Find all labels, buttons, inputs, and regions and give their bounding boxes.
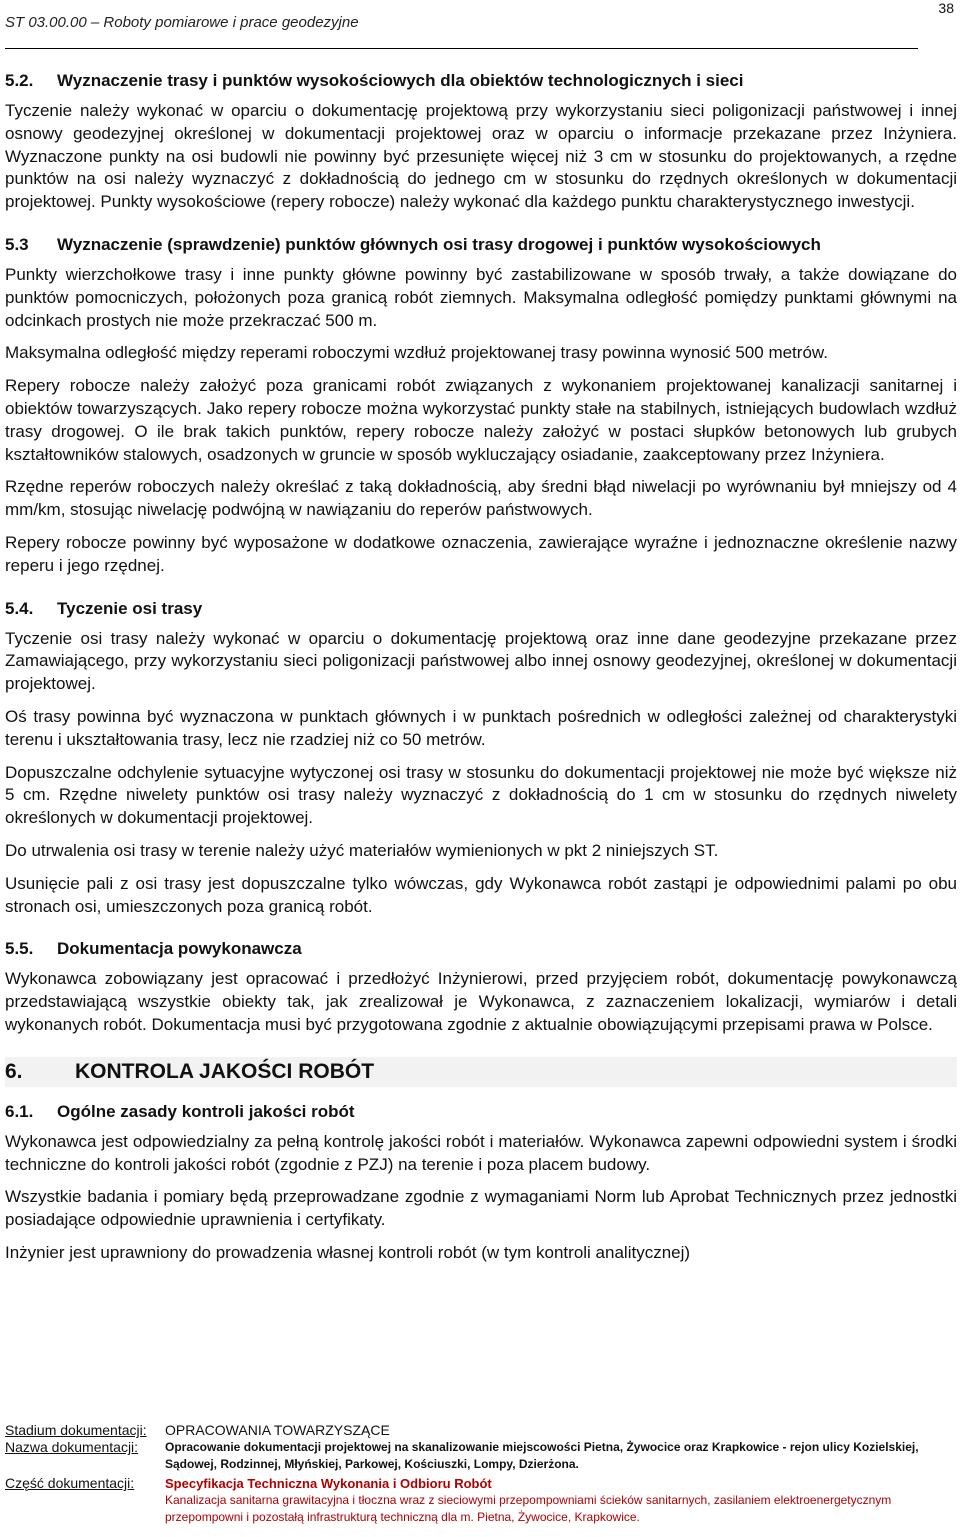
paragraph: Tyczenie osi trasy należy wykonać w oparciu o dokumentację projektową oraz inne dane geodezyjne przekazane przez Zamawiającego, przy wykorzystaniu sieci poligonizacji państwowej albo innej osnowy geodezyjnej, określonej w dokumentacji projektowej.: [5, 628, 957, 694]
section-heading-5-5: [5, 936, 957, 962]
nazwa-value: Opracowanie dokumentacji projektowej na skanalizowanie miejscowości Pietna, Żywocice oraz Krapkowice - rejon ulicy Kozielskiej, Sądowej, Rodzinnej, Młyńskiej, Parkowej, Kościuszki, Lompy, Dzierżona.: [165, 1440, 919, 1471]
paragraph: Maksymalna odległość między reperami roboczymi wzdłuż projektowanej trasy powinna wynosić 500 metrów.: [5, 343, 828, 363]
section-number: 6.1.: [5, 1101, 34, 1121]
section-heading-5-4: [5, 596, 957, 622]
section-title: Dokumentacja powykonawcza: [57, 939, 302, 959]
chapter-heading-6: [5, 1057, 957, 1087]
czesc-label: Część dokumentacji:: [5, 1475, 135, 1491]
section-heading-5-3: [5, 232, 957, 258]
section-number: 5.5.: [5, 939, 34, 959]
paragraph: Dopuszczalne odchylenie sytuacyjne wytyczonej osi trasy w stosunku do dokumentacji projektowej nie może być większe niż 5 cm. Rzędne niwelety punktów osi trasy należy wyznaczyć z dokładnością do 1 cm w stosunku do rzędnych niwelety określonych w dokumentacji projektowej.: [5, 762, 957, 828]
paragraph: Do utrwalenia osi trasy w terenie należy użyć materiałów wymienionych w pkt 2 niniejszych ST.: [5, 840, 719, 860]
header-rule: [5, 48, 918, 49]
section-title: Wyznaczenie (sprawdzenie) punktów głównych osi trasy drogowej i punktów wysokościowych: [57, 234, 821, 254]
section-number: 5.3: [5, 234, 29, 254]
paragraph: Repery robocze należy założyć poza granicami robót związanych z wykonaniem projektowanej kanalizacji sanitarnej i obiektów towarzyszących. Jako repery robocze można wykorzystać punkty stałe na stabilnych, istniejących budowlach wzdłuż trasy drogowej. O ile brak takich punktów, repery robocze należy założyć w postaci słupków betonowych lub grubych kształtowników stalowych, osadzonych w gruncie w sposób wykluczający osiadanie, zaakceptowany przez Inżyniera.: [5, 376, 957, 464]
paragraph: Punkty wierzchołkowe trasy i inne punkty główne powinny być zastabilizowane w sposób trwały, a także dowiązane do punktów pomocniczych, położonych poza granicą robót ziemnych. Maksymalna odległość pomiędzy punktami głównymi na odcinkach prostych nie może przekraczać 500 m.: [5, 264, 957, 330]
section-number: 5.4.: [5, 598, 34, 618]
section-heading-5-2: [5, 68, 957, 94]
czesc-description: Kanalizacja sanitarna grawitacyjna i tłoczna wraz z sieciowymi przepompowniami ścieków sanitarnych, zasilaniem elektroenergetycznym przepompowni i pozostałą infrastrukturą techniczną dla m. Pietna, Żywocice, Krapkowice.: [165, 1493, 892, 1524]
section-title: Wyznaczenie trasy i punktów wysokościowych dla obiektów technologicznych i sieci: [57, 71, 744, 90]
paragraph: Wszystkie badania i pomiary będą przeprowadzane zgodnie z wymaganiami Norm lub Aprobat Technicznych przez jednostki posiadające odpowiednie uprawnienia i certyfikaty.: [5, 1187, 957, 1230]
czesc-title: Specyfikacja Techniczna Wykonania i Odbioru Robót: [165, 1476, 492, 1491]
paragraph: Repery robocze powinny być wyposażone w dodatkowe oznaczenia, zawierające wyraźne i jednoznaczne określenie nazwy reperu i jego rzędnej.: [5, 532, 957, 575]
paragraph: Rzędne reperów roboczych należy określać z taką dokładnością, aby średni błąd niwelacji po wyrównaniu był mniejszy od 4 mm/km, stosując niwelację podwójną w nawiązaniu do reperów państwowych.: [5, 477, 957, 520]
paragraph: Usunięcie pali z osi trasy jest dopuszczalne tylko wówczas, gdy Wykonawca robót zastąpi je odpowiednimi palami po obu stronach osi, umieszczonych poza granicą robót.: [5, 873, 957, 916]
header-title: ST 03.00.00 – Roboty pomiarowe i prace geodezyjne: [5, 14, 359, 31]
paragraph: Wykonawca zobowiązany jest opracować i przedłożyć Inżynierowi, przed przyjęciem robót, dokumentację powykonawczą przedstawiającą wszystkie obiekty tak, jak zrealizował je Wykonawca, z zaznaczeniem lokalizacji, wymiarów i detali wykonanych robót. Dokumentacja musi być przygotowana zgodnie z aktualnie obowiązującymi przepisami prawa w Polsce.: [5, 969, 957, 1034]
page-number: 38: [938, 0, 954, 16]
stadium-value: OPRACOWANIA TOWARZYSZĄCE: [165, 1422, 390, 1438]
section-title: Tyczenie osi trasy: [57, 598, 203, 618]
nazwa-label: Nazwa dokumentacji:: [5, 1439, 139, 1455]
chapter-title: KONTROLA JAKOŚCI ROBÓT: [75, 1059, 375, 1083]
chapter-number: 6.: [5, 1059, 23, 1083]
paragraph: Wykonawca jest odpowiedzialny za pełną kontrolę jakości robót i materiałów. Wykonawca zapewni odpowiedni system i środki techniczne do kontroli jakości robót (zgodnie z PZJ) na terenie i poza placem budowy.: [5, 1131, 957, 1174]
paragraph: Inżynier jest uprawniony do prowadzenia własnej kontroli robót (w tym kontroli analitycznej): [5, 1242, 691, 1262]
paragraph: Tyczenie należy wykonać w oparciu o dokumentację projektową przy wykorzystaniu sieci poligonizacji państwowej i innej osnowy geodezyjnej określonej w dokumentacji projektowej oraz w oparciu o informacje przekazane przez Inżyniera. Wyznaczone punkty na osi budowli nie powinny być przesunięte więcej niż 3 cm w stosunku do projektowanych, a rzędne punktów na osi należy wyznaczyć z dokładnością do jednego cm w stosunku do rzędnych określonych w dokumentacji projektowej. Punkty wysokościowe (repery robocze) należy wykonać dla każdego punktu charakterystycznego inwestycji.: [5, 101, 957, 212]
stadium-label: Stadium dokumentacji:: [5, 1422, 147, 1438]
section-heading-6-1: [5, 1099, 957, 1125]
paragraph: Oś trasy powinna być wyznaczona w punktach głównych i w punktach pośrednich w odległości zależnej od charakterystyki terenu i ukształtowania trasy, lecz nie rzadziej niż co 50 metrów.: [5, 706, 957, 749]
section-title: Ogólne zasady kontroli jakości robót: [57, 1101, 355, 1121]
document-body: [5, 68, 957, 1275]
section-number: 5.2.: [5, 71, 34, 90]
document-footer: [5, 1422, 957, 1526]
